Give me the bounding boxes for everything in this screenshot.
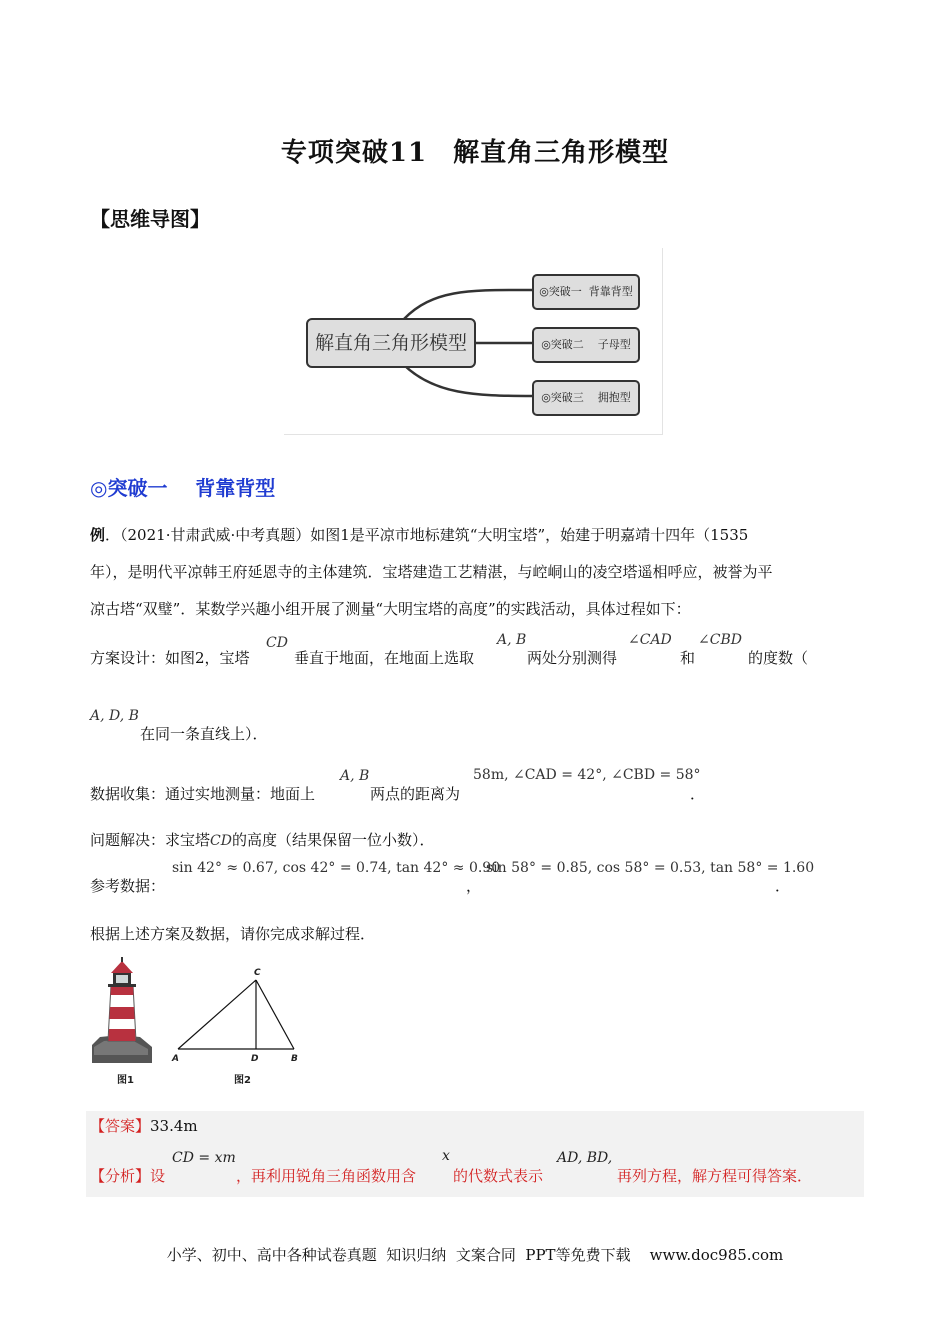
analysis-x: x	[442, 1148, 450, 1164]
mind-map-node-3: ◎突破三 拥抱型	[532, 380, 640, 416]
formula-data-ab: A, B	[340, 768, 370, 784]
data-end: ．	[690, 785, 706, 803]
design-tail: 在同一条直线上）．	[140, 725, 268, 743]
example-line-2: 年），是明代平凉韩王府延恩寺的主体建筑．宝塔建造工艺精湛，与崆峒山的凌空塔遥相呼应，被誉为平	[90, 563, 773, 581]
analysis-mid: ，再利用锐角三角函数用含	[236, 1167, 417, 1185]
ref-sep: ，	[466, 877, 482, 895]
answer-tag: 【答案】	[90, 1117, 151, 1135]
point-label-b: B	[291, 1054, 298, 1064]
analysis-mid2: 的代数式表示	[453, 1167, 544, 1185]
formula-cad: ∠CAD	[628, 632, 672, 648]
ref-prefix: 参考数据：	[90, 877, 166, 895]
title-part2: 解直角三角形模型	[453, 138, 670, 168]
design-line: 方案设计：如图2，宝塔	[90, 649, 250, 667]
mind-map-node-1: ◎突破一 背靠背型	[532, 274, 640, 310]
page-footer: 小学、初中、高中各种试卷真题 知识归纳 文案合同 PPT等免费下载 www.doc985.com	[166, 1246, 784, 1264]
example-line-1: 例．（2021·甘肃武威·中考真题）如图1是平凉市地标建筑“大明宝塔”，始建于明嘉靖十四年（1535	[90, 526, 749, 544]
figure-2-caption: 图2	[234, 1075, 251, 1086]
point-label-d: D	[251, 1054, 259, 1064]
formula-cd: CD	[266, 635, 288, 651]
formula-cbd: ∠CBD	[698, 632, 742, 648]
ref-end: ．	[775, 877, 791, 895]
design-end: 的度数（	[748, 649, 809, 667]
answer-value: 33.4m	[150, 1117, 198, 1135]
formula-problem-cd: CD	[210, 833, 232, 849]
design-mid: 垂直于地面，在地面上选取	[294, 649, 475, 667]
analysis-tail: 再列方程，解方程可得答案．	[617, 1167, 813, 1185]
title-part1: 专项突破11	[280, 138, 428, 168]
lighthouse-figure	[90, 955, 154, 1065]
design-and: 和	[680, 649, 696, 667]
data-mid: 两点的距离为	[370, 785, 461, 803]
figure-1-caption: 图1	[117, 1075, 134, 1086]
problem-line: 问题解决：求宝塔CD的高度（结果保留一位小数）．	[90, 831, 435, 849]
formula-ab: A, B	[497, 632, 527, 648]
answer-line	[90, 1115, 198, 1136]
triangle-figure	[170, 963, 310, 1068]
design-mid2: 两处分别测得	[527, 649, 618, 667]
section-heading: ◎突破一 背靠背型	[90, 476, 276, 500]
analysis-formula-1: CD = xm	[172, 1150, 236, 1166]
analysis-formula-2: AD, BD,	[557, 1150, 613, 1166]
analysis-tag: 【分析】设	[90, 1167, 166, 1185]
mind-map-node-2: ◎突破二 子母型	[532, 327, 640, 363]
mind-map-heading: 【思维导图】	[90, 207, 210, 231]
example-label: 例	[90, 526, 106, 544]
example-line-3: 凉古塔“双璧”．某数学兴趣小组开展了测量“大明宝塔的高度”的实践活动，具体过程如下：	[90, 600, 691, 618]
point-label-a: A	[172, 1054, 179, 1064]
data-prefix: 数据收集：通过实地测量：地面上	[90, 785, 316, 803]
page-title	[0, 132, 950, 169]
ref-formula-1: sin 42° ≈ 0.67, cos 42° = 0.74, tan 42° ≈ 0.90	[172, 860, 501, 876]
ref-formula-2: sin 58° = 0.85, cos 58° = 0.53, tan 58° = 1.60	[486, 860, 815, 876]
mind-map-root: 解直角三角形模型	[306, 318, 476, 368]
formula-adb: A, D, B	[90, 708, 139, 724]
point-label-c: C	[254, 968, 261, 978]
example-text	[90, 517, 870, 628]
formula-data: 58m, ∠CAD = 42°, ∠CBD = 58°	[473, 767, 701, 783]
mind-map	[284, 248, 663, 435]
closing-line: 根据上述方案及数据，请你完成求解过程．	[90, 925, 376, 943]
